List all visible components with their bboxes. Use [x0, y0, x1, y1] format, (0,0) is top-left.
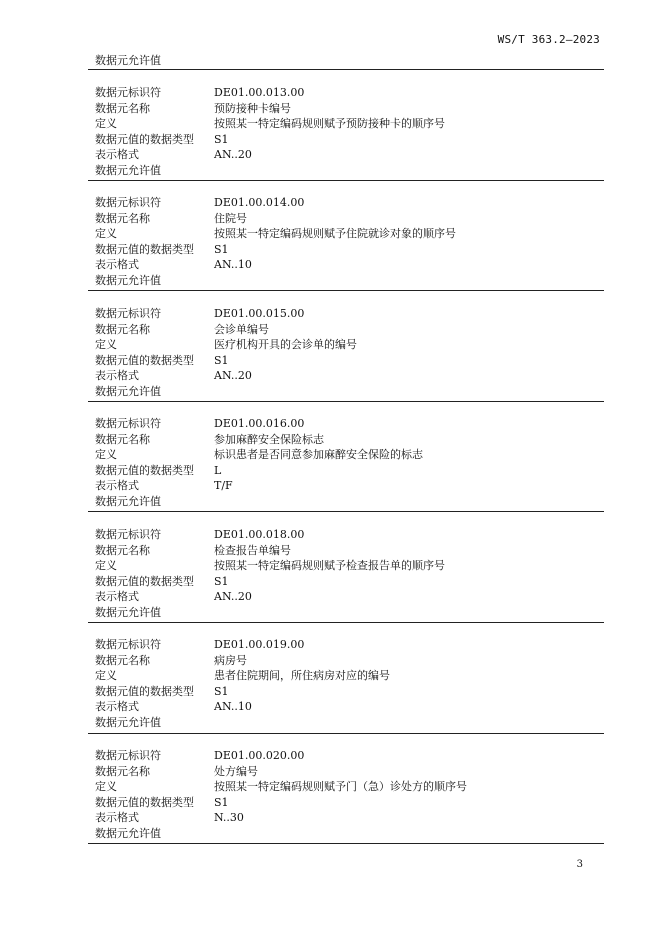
name-label: 数据元名称 — [95, 322, 150, 336]
identifier-value: DE01.00.018.00 — [214, 528, 305, 541]
section-divider — [88, 511, 604, 512]
name-value: 会诊单编号 — [214, 322, 269, 336]
data-type-row — [95, 353, 605, 369]
data-element-entry — [95, 416, 605, 510]
identifier-row — [95, 748, 605, 764]
identifier-value: DE01.00.016.00 — [214, 417, 305, 430]
name-row — [95, 211, 605, 227]
format-value: AN..20 — [214, 590, 252, 604]
data-type-value: L — [214, 463, 222, 477]
name-value: 住院号 — [214, 211, 247, 225]
data-type-label: 数据元值的数据类型 — [95, 574, 194, 588]
name-label: 数据元名称 — [95, 764, 150, 778]
identifier-value: DE01.00.013.00 — [214, 86, 305, 99]
format-label: 表示格式 — [95, 258, 139, 272]
allowed-values-value — [214, 384, 605, 400]
name-label: 数据元名称 — [95, 101, 150, 115]
format-value: AN..10 — [214, 258, 252, 272]
name-row — [95, 653, 605, 669]
allowed-values-value — [214, 163, 605, 179]
definition-value: 按照某一特定编码规则赋予预防接种卡的顺序号 — [214, 117, 445, 131]
identifier-label: 数据元标识符 — [95, 196, 161, 209]
data-element-entry — [95, 527, 605, 621]
data-type-value: S1 — [214, 242, 229, 256]
format-label: 表示格式 — [95, 479, 139, 493]
definition-label: 定义 — [95, 559, 117, 573]
identifier-label: 数据元标识符 — [95, 749, 161, 762]
identifier-row — [95, 85, 605, 101]
allowed-values-label: 数据元允许值 — [95, 605, 161, 619]
identifier-value: DE01.00.015.00 — [214, 307, 305, 320]
definition-row — [95, 558, 605, 574]
format-value: AN..20 — [214, 369, 252, 383]
name-value: 预防接种卡编号 — [214, 101, 291, 115]
definition-label: 定义 — [95, 338, 117, 352]
definition-label: 定义 — [95, 669, 117, 683]
allowed-values-label: 数据元允许值 — [95, 715, 161, 729]
definition-label: 定义 — [95, 117, 117, 131]
data-type-row — [95, 132, 605, 148]
allowed-values-label: 数据元允许值 — [95, 384, 161, 398]
section-divider — [88, 290, 604, 291]
allowed-values-row — [95, 715, 605, 731]
data-type-label: 数据元值的数据类型 — [95, 795, 194, 809]
format-label: 表示格式 — [95, 811, 139, 825]
format-row — [95, 589, 605, 605]
identifier-value: DE01.00.020.00 — [214, 749, 305, 762]
identifier-row — [95, 637, 605, 653]
definition-value: 患者住院期间，所住病房对应的编号 — [214, 669, 390, 683]
name-label: 数据元名称 — [95, 211, 150, 225]
format-row — [95, 257, 605, 273]
definition-value: 按照某一特定编码规则赋予住院就诊对象的顺序号 — [214, 227, 456, 241]
definition-row — [95, 226, 605, 242]
allowed-values-value — [214, 605, 605, 621]
format-row — [95, 147, 605, 163]
carryover-allowed-values-label: 数据元允许值 — [95, 54, 161, 67]
name-row — [95, 101, 605, 117]
data-type-value: S1 — [214, 795, 229, 809]
data-type-value: S1 — [214, 574, 229, 588]
data-type-row — [95, 684, 605, 700]
data-type-row — [95, 574, 605, 590]
name-row — [95, 764, 605, 780]
name-value: 参加麻醉安全保险标志 — [214, 432, 324, 446]
definition-row — [95, 779, 605, 795]
name-row — [95, 432, 605, 448]
definition-label: 定义 — [95, 780, 117, 794]
page-header-code: WS/T 363.2—2023 — [497, 33, 600, 46]
allowed-values-row — [95, 163, 605, 179]
identifier-row — [95, 416, 605, 432]
definition-label: 定义 — [95, 448, 117, 462]
data-element-entry — [95, 195, 605, 289]
identifier-label: 数据元标识符 — [95, 528, 161, 541]
definition-row — [95, 116, 605, 132]
allowed-values-row — [95, 494, 605, 510]
definition-value: 按照某一特定编码规则赋予检查报告单的顺序号 — [214, 559, 445, 573]
identifier-row — [95, 527, 605, 543]
definition-row — [95, 447, 605, 463]
allowed-values-label: 数据元允许值 — [95, 163, 161, 177]
allowed-values-value — [214, 826, 605, 842]
allowed-values-label: 数据元允许值 — [95, 494, 161, 508]
format-value: AN..10 — [214, 700, 252, 714]
data-type-label: 数据元值的数据类型 — [95, 242, 194, 256]
identifier-row — [95, 195, 605, 211]
format-label: 表示格式 — [95, 148, 139, 162]
allowed-values-row — [95, 384, 605, 400]
definition-value: 按照某一特定编码规则赋予门（急）诊处方的顺序号 — [214, 780, 467, 794]
allowed-values-value — [214, 273, 605, 289]
data-element-entry — [95, 748, 605, 842]
format-row — [95, 810, 605, 826]
data-type-label: 数据元值的数据类型 — [95, 132, 194, 146]
data-type-value: S1 — [214, 353, 229, 367]
format-row — [95, 368, 605, 384]
data-element-entry — [95, 637, 605, 731]
definition-row — [95, 668, 605, 684]
format-row — [95, 478, 605, 494]
name-label: 数据元名称 — [95, 543, 150, 557]
section-divider — [88, 401, 604, 402]
definition-value: 医疗机构开具的会诊单的编号 — [214, 338, 357, 352]
name-label: 数据元名称 — [95, 432, 150, 446]
identifier-label: 数据元标识符 — [95, 417, 161, 430]
section-divider — [88, 733, 604, 734]
name-row — [95, 322, 605, 338]
data-type-row — [95, 795, 605, 811]
data-type-label: 数据元值的数据类型 — [95, 684, 194, 698]
identifier-label: 数据元标识符 — [95, 307, 161, 320]
identifier-value: DE01.00.014.00 — [214, 196, 305, 209]
allowed-values-row — [95, 826, 605, 842]
allowed-values-label: 数据元允许值 — [95, 273, 161, 287]
definition-value: 标识患者是否同意参加麻醉安全保险的标志 — [214, 448, 423, 462]
format-value: T/F — [214, 479, 233, 493]
data-type-label: 数据元值的数据类型 — [95, 463, 194, 477]
name-label: 数据元名称 — [95, 653, 150, 667]
data-element-entry — [95, 306, 605, 400]
format-label: 表示格式 — [95, 590, 139, 604]
data-type-label: 数据元值的数据类型 — [95, 353, 194, 367]
identifier-value: DE01.00.019.00 — [214, 638, 305, 651]
identifier-label: 数据元标识符 — [95, 86, 161, 99]
name-value: 检查报告单编号 — [214, 543, 291, 557]
name-value: 病房号 — [214, 653, 247, 667]
allowed-values-row — [95, 605, 605, 621]
format-value: AN..20 — [214, 148, 252, 162]
data-type-row — [95, 242, 605, 258]
data-type-value: S1 — [214, 132, 229, 146]
allowed-values-value — [214, 715, 605, 731]
section-divider — [88, 69, 604, 70]
name-row — [95, 543, 605, 559]
data-type-value: S1 — [214, 684, 229, 698]
section-divider — [88, 622, 604, 623]
data-element-entry — [95, 85, 605, 179]
definition-label: 定义 — [95, 227, 117, 241]
data-type-row — [95, 463, 605, 479]
identifier-row — [95, 306, 605, 322]
allowed-values-label: 数据元允许值 — [95, 826, 161, 840]
allowed-values-row — [95, 273, 605, 289]
format-label: 表示格式 — [95, 369, 139, 383]
definition-row — [95, 337, 605, 353]
allowed-values-value — [214, 494, 605, 510]
identifier-label: 数据元标识符 — [95, 638, 161, 651]
page-number: 3 — [576, 859, 583, 870]
section-divider — [88, 843, 604, 844]
format-row — [95, 699, 605, 715]
format-label: 表示格式 — [95, 700, 139, 714]
name-value: 处方编号 — [214, 764, 258, 778]
format-value: N..30 — [214, 811, 244, 825]
section-divider — [88, 180, 604, 181]
